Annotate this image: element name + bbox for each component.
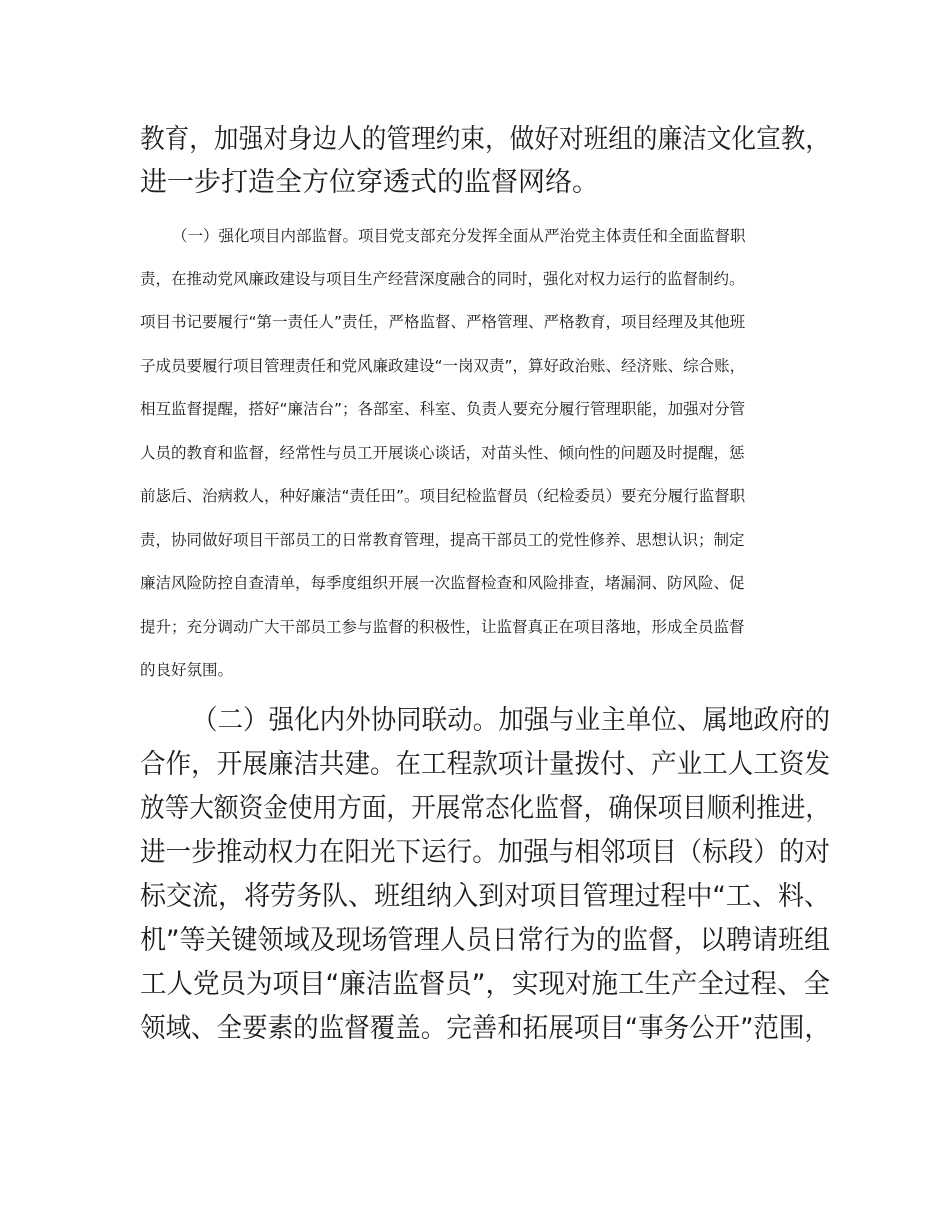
intro-line: 进一步打造全方位穿透式的监督网络。 bbox=[140, 167, 599, 198]
section-one-line: （一）强化项目内部监督。项目党支部充分发挥全面从严治党主体责任和全面监督职 bbox=[172, 227, 746, 245]
section-one-line: 项目书记要履行“第一责任人”责任，严格监督、严格管理、严格教育，项目经理及其他班 bbox=[140, 313, 746, 331]
section-two-line: 领域、全要素的监督覆盖。完善和拓展项目“事务公开”范围， bbox=[140, 1013, 830, 1044]
section-one-line: 人员的教育和监督，经常性与员工开展谈心谈话，对苗头性、倾向性的问题及时提醒，惩 bbox=[140, 444, 745, 462]
section-two-line: （二）强化内外协同联动。加强与业主单位、属地政府的 bbox=[192, 705, 831, 736]
section-one-line: 前毖后、治病救人，种好廉洁“责任田”。项目纪检监督员（纪检委员）要充分履行监督职 bbox=[140, 487, 746, 505]
section-one-line: 子成员要履行项目管理责任和党风廉政建设“一岗双责”，算好政治账、经济账、综合账， bbox=[140, 357, 746, 375]
section-one-line: 责，在推动党风廉政建设与项目生产经营深度融合的同时，强化对权力运行的监督制约。 bbox=[140, 270, 745, 288]
section-one-line: 提升；充分调动广大干部员工参与监督的积极性，让监督真正在项目落地，形成全员监督 bbox=[140, 618, 745, 636]
section-two-line: 工人党员为项目“廉洁监督员”，实现对施工生产全过程、全 bbox=[140, 969, 830, 1000]
intro-line: 教育，加强对身边人的管理约束，做好对班组的廉洁文化宣教， bbox=[140, 124, 831, 155]
section-one-line: 的良好氛围。 bbox=[140, 661, 234, 679]
section-one-line: 责，协同做好项目干部员工的日常教育管理，提高干部员工的党性修养、思想认识；制定 bbox=[140, 531, 745, 549]
section-two-line: 标交流，将劳务队、班组纳入到对项目管理过程中“工、料、 bbox=[140, 881, 831, 912]
section-two-line: 合作，开展廉洁共建。在工程款项计量拨付、产业工人工资发 bbox=[140, 749, 830, 780]
section-one-line: 廉洁风险防控自查清单，每季度组织开展一次监督检查和风险排查，堵漏洞、防风险、促 bbox=[140, 574, 745, 592]
section-two-line: 机”等关键领域及现场管理人员日常行为的监督，以聘请班组 bbox=[140, 925, 831, 956]
section-two-line: 进一步推动权力在阳光下运行。加强与相邻项目（标段）的对 bbox=[140, 837, 830, 868]
section-one-line: 相互监督提醒，搭好“廉洁台”；各部室、科室、负责人要充分履行管理职能，加强对分管 bbox=[140, 400, 746, 418]
section-two-line: 放等大额资金使用方面，开展常态化监督，确保项目顺利推进， bbox=[140, 793, 831, 824]
